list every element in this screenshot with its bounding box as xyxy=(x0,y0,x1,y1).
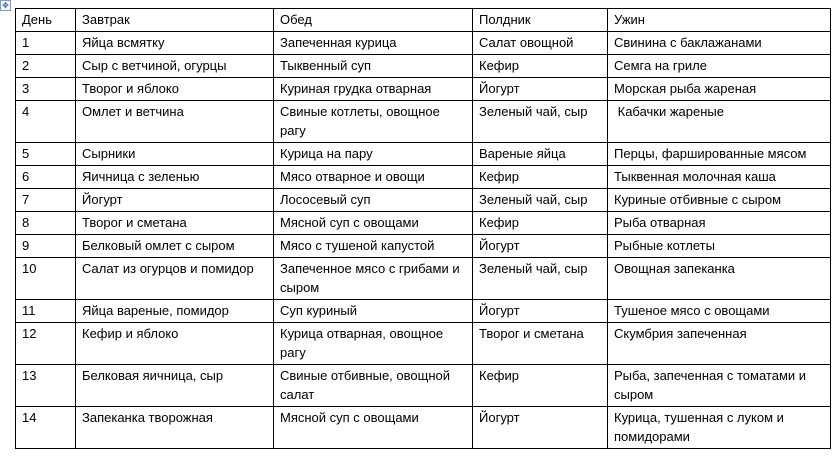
table-row xyxy=(16,55,831,78)
cell-snack[interactable]: Кефир xyxy=(473,365,608,407)
cell-lunch[interactable]: Суп куриный xyxy=(274,300,473,323)
cell-lunch[interactable]: Курица на пару xyxy=(274,143,473,166)
cell-dinner[interactable]: Рыба отварная xyxy=(608,212,831,235)
cell-day[interactable]: 8 xyxy=(16,212,76,235)
cell-lunch[interactable]: Тыквенный суп xyxy=(274,55,473,78)
cell-dinner[interactable]: Свинина с баклажанами xyxy=(608,32,831,55)
cell-dinner[interactable]: Семга на гриле xyxy=(608,55,831,78)
cell-day[interactable]: 10 xyxy=(16,258,76,300)
table-row xyxy=(16,365,831,407)
table-row xyxy=(16,143,831,166)
cell-breakfast[interactable]: Яйца вареные, помидор xyxy=(76,300,274,323)
cell-breakfast[interactable]: Творог и сметана xyxy=(76,212,274,235)
cell-snack[interactable]: Кефир xyxy=(473,212,608,235)
header-lunch[interactable]: Обед xyxy=(274,9,473,32)
cell-breakfast[interactable]: Белковая яичница, сыр xyxy=(76,365,274,407)
cell-snack[interactable]: Зеленый чай, сыр xyxy=(473,258,608,300)
meal-plan-table xyxy=(15,8,831,449)
cell-breakfast[interactable]: Сыр с ветчиной, огурцы xyxy=(76,55,274,78)
cell-dinner[interactable]: Тыквенная молочная каша xyxy=(608,166,831,189)
table-row xyxy=(16,78,831,101)
header-breakfast[interactable]: Завтрак xyxy=(76,9,274,32)
cell-breakfast[interactable]: Белковый омлет с сыром xyxy=(76,235,274,258)
cell-snack[interactable]: Кефир xyxy=(473,166,608,189)
cell-dinner[interactable]: Куриные отбивные с сыром xyxy=(608,189,831,212)
cell-lunch[interactable]: Мясо с тушеной капустой xyxy=(274,235,473,258)
cell-snack[interactable]: Салат овощной xyxy=(473,32,608,55)
table-row xyxy=(16,258,831,300)
cell-dinner[interactable]: Перцы, фаршированные мясом xyxy=(608,143,831,166)
cell-breakfast[interactable]: Йогурт xyxy=(76,189,274,212)
cell-lunch[interactable]: Мясной суп с овощами xyxy=(274,212,473,235)
cell-lunch[interactable]: Мясо отварное и овощи xyxy=(274,166,473,189)
cell-dinner[interactable]: Рыба, запеченная с томатами и сыром xyxy=(608,365,831,407)
cell-snack[interactable]: Йогурт xyxy=(473,300,608,323)
cell-day[interactable]: 6 xyxy=(16,166,76,189)
header-snack[interactable]: Полдник xyxy=(473,9,608,32)
cell-snack[interactable]: Йогурт xyxy=(473,78,608,101)
cell-lunch[interactable]: Курица отварная, овощное рагу xyxy=(274,323,473,365)
header-dinner[interactable]: Ужин xyxy=(608,9,831,32)
table-row xyxy=(16,407,831,449)
cell-day[interactable]: 3 xyxy=(16,78,76,101)
cell-snack[interactable]: Йогурт xyxy=(473,235,608,258)
cell-breakfast[interactable]: Омлет и ветчина xyxy=(76,101,274,143)
cell-breakfast[interactable]: Яичница с зеленью xyxy=(76,166,274,189)
cell-dinner[interactable]: Рыбные котлеты xyxy=(608,235,831,258)
table-row xyxy=(16,101,831,143)
cell-breakfast[interactable]: Запеканка творожная xyxy=(76,407,274,449)
cell-dinner[interactable]: Тушеное мясо с овощами xyxy=(608,300,831,323)
cell-day[interactable]: 9 xyxy=(16,235,76,258)
cell-snack[interactable]: Вареные яйца xyxy=(473,143,608,166)
cell-breakfast[interactable]: Сырники xyxy=(76,143,274,166)
cell-lunch[interactable]: Куриная грудка отварная xyxy=(274,78,473,101)
table-row xyxy=(16,323,831,365)
cell-breakfast[interactable]: Творог и яблоко xyxy=(76,78,274,101)
cell-dinner[interactable]: Морская рыба жареная xyxy=(608,78,831,101)
cell-day[interactable]: 11 xyxy=(16,300,76,323)
cell-lunch[interactable]: Свиные отбивные, овощной салат xyxy=(274,365,473,407)
table-move-handle-icon[interactable]: ✥ xyxy=(0,0,11,11)
cell-lunch[interactable]: Запеченная курица xyxy=(274,32,473,55)
cell-snack[interactable]: Йогурт xyxy=(473,407,608,449)
cell-snack[interactable]: Кефир xyxy=(473,55,608,78)
table-row xyxy=(16,235,831,258)
cell-day[interactable]: 7 xyxy=(16,189,76,212)
cell-breakfast[interactable]: Салат из огурцов и помидор xyxy=(76,258,274,300)
cell-day[interactable]: 12 xyxy=(16,323,76,365)
cell-dinner[interactable]: Скумбрия запеченная xyxy=(608,323,831,365)
cell-snack[interactable]: Творог и сметана xyxy=(473,323,608,365)
cell-lunch[interactable]: Мясной суп с овощами xyxy=(274,407,473,449)
cell-snack[interactable]: Зеленый чай, сыр xyxy=(473,101,608,143)
cell-lunch[interactable]: Запеченное мясо с грибами и сыром xyxy=(274,258,473,300)
cell-dinner[interactable]: Овощная запеканка xyxy=(608,258,831,300)
cell-dinner[interactable]: Курица, тушенная с луком и помидорами xyxy=(608,407,831,449)
table-row xyxy=(16,189,831,212)
header-day[interactable]: День xyxy=(16,9,76,32)
cell-dinner[interactable]: Кабачки жареные xyxy=(608,101,831,143)
cell-breakfast[interactable]: Яйца всмятку xyxy=(76,32,274,55)
cell-snack[interactable]: Зеленый чай, сыр xyxy=(473,189,608,212)
cell-day[interactable]: 2 xyxy=(16,55,76,78)
table-row xyxy=(16,166,831,189)
table-row xyxy=(16,212,831,235)
cell-lunch[interactable]: Лососевый суп xyxy=(274,189,473,212)
table-row xyxy=(16,300,831,323)
cell-lunch[interactable]: Свиные котлеты, овощное рагу xyxy=(274,101,473,143)
cell-day[interactable]: 5 xyxy=(16,143,76,166)
cell-day[interactable]: 13 xyxy=(16,365,76,407)
table-header-row xyxy=(16,9,831,32)
cell-day[interactable]: 1 xyxy=(16,32,76,55)
cell-breakfast[interactable]: Кефир и яблоко xyxy=(76,323,274,365)
cell-day[interactable]: 14 xyxy=(16,407,76,449)
cell-day[interactable]: 4 xyxy=(16,101,76,143)
table-row xyxy=(16,32,831,55)
